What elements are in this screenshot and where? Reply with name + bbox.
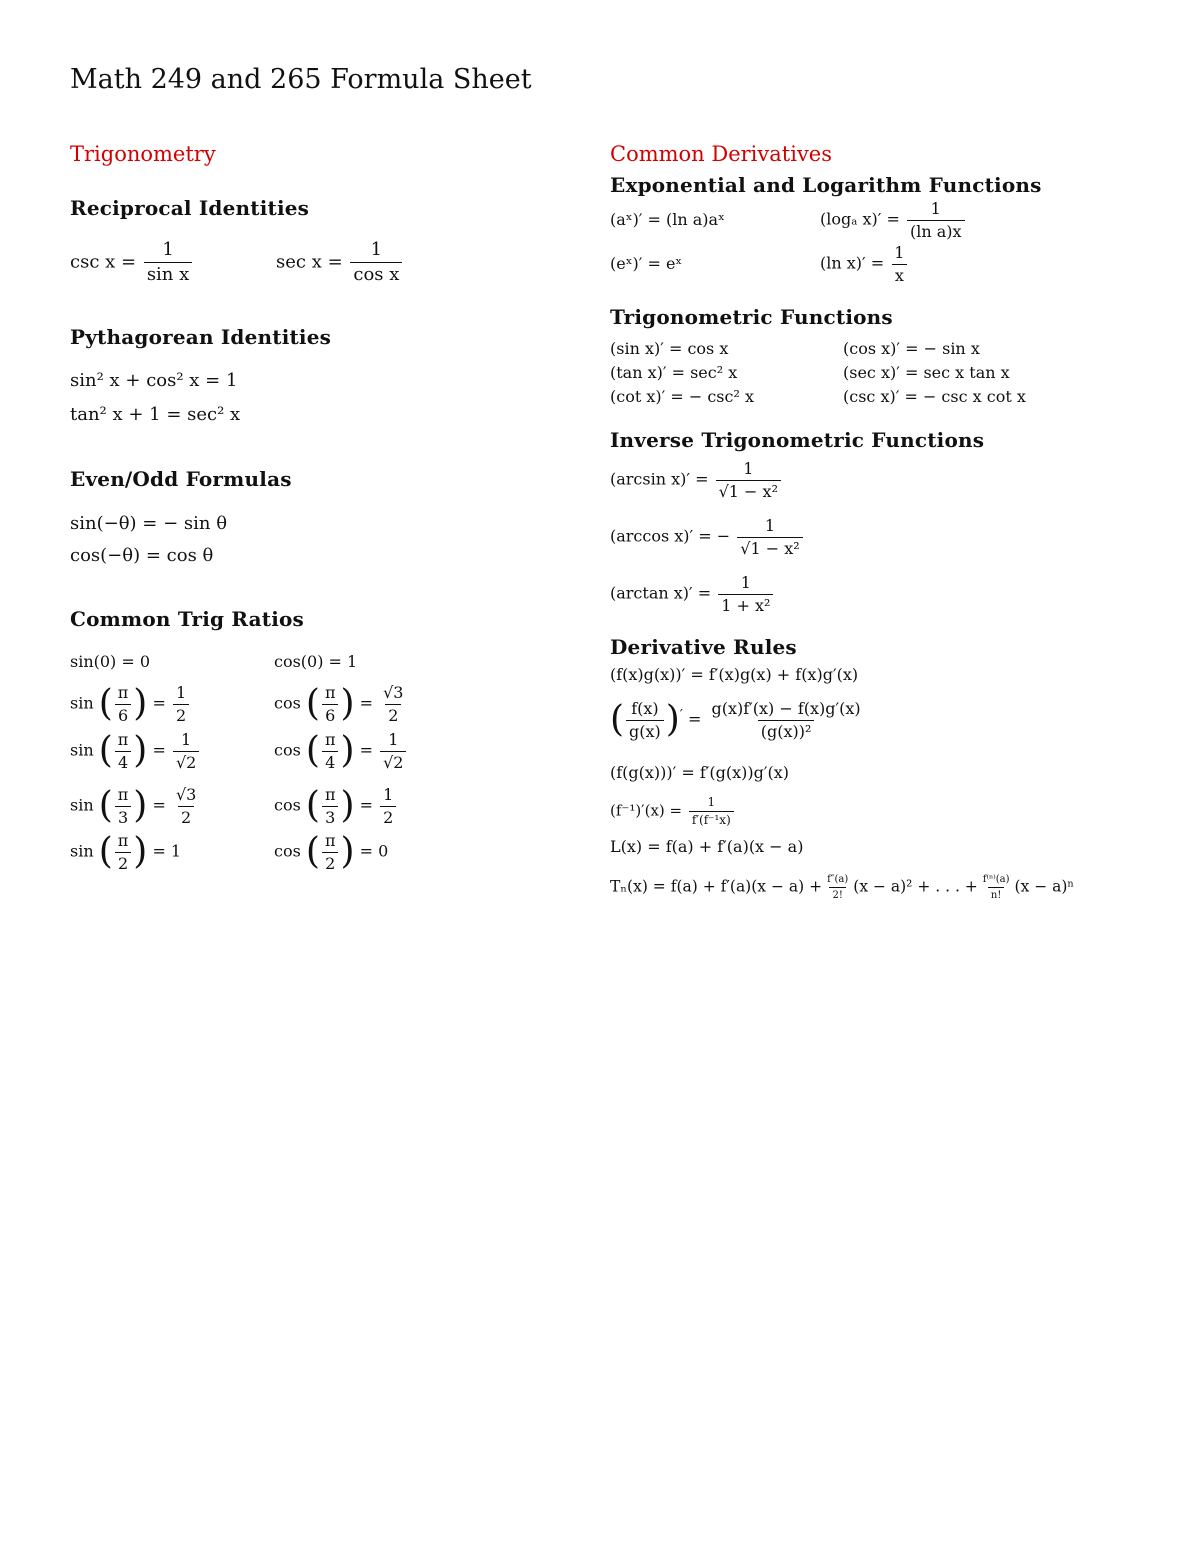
csc-lhs: csc x = xyxy=(70,251,137,273)
formula-cos-even: cos(−θ) = cos θ xyxy=(70,545,214,566)
ratio-cos-pi-2: cos ( $\frac{\pi}{2}$ ) = 0 xyxy=(274,831,389,873)
formula-pythag-2: tan² x + 1 = sec² x xyxy=(70,404,241,425)
rule-linearization: L(x) = f(a) + f′(a)(x − a) xyxy=(610,837,804,856)
ratio-cos-pi-6: cos ( $\frac{\pi}{6}$ ) = $\frac{√3}{2}$ xyxy=(274,683,404,725)
deriv-csc: (csc x)′ = − csc x cot x xyxy=(843,387,1026,406)
sec-lhs: sec x = xyxy=(276,251,343,273)
formula-sin-odd: sin(−θ) = − sin θ xyxy=(70,513,228,534)
deriv-cot: (cot x)′ = − csc² x xyxy=(610,387,754,406)
heading-trig-functions: Trigonometric Functions xyxy=(610,305,893,329)
ratio-cos-pi-4: cos ( $\frac{\pi}{4}$ ) = $\frac{1}{√2}$ xyxy=(274,731,408,771)
deriv-ax: (aˣ)′ = (ln a)aˣ xyxy=(610,210,725,229)
deriv-arccos: (arccos x)′ = − $\frac{1}{\text{√1 − x²}}$ xyxy=(610,517,805,557)
heading-exp-log: Exponential and Logarithm Functions xyxy=(610,173,1042,197)
rule-chain: (f(g(x)))′ = f′(g(x))g′(x) xyxy=(610,763,790,782)
deriv-arctan: (arctan x)′ = $\frac{1}{\text{1 + x²}}$ xyxy=(610,574,775,614)
ratio-sin-0: sin(0) = 0 xyxy=(70,652,151,671)
deriv-tan: (tan x)′ = sec² x xyxy=(610,363,738,382)
sec-fraction: $\frac{1}{\text{cos x}}$ xyxy=(350,240,402,285)
ratio-cos-pi-3: cos ( $\frac{\pi}{3}$ ) = $\frac{1}{2}$ xyxy=(274,786,398,826)
deriv-sec: (sec x)′ = sec x tan x xyxy=(843,363,1010,382)
heading-derivative-rules: Derivative Rules xyxy=(610,635,797,659)
heading-even-odd: Even/Odd Formulas xyxy=(70,467,292,491)
rule-product: (f(x)g(x))′ = f′(x)g(x) + f(x)g′(x) xyxy=(610,665,859,684)
deriv-loga: (logₐ x)′ = $\frac{1}{\text{(ln a)x}}$ xyxy=(820,200,967,240)
deriv-sin: (sin x)′ = cos x xyxy=(610,339,729,358)
deriv-cos: (cos x)′ = − sin x xyxy=(843,339,980,358)
section-trigonometry: Trigonometry xyxy=(70,142,216,166)
deriv-ln: (ln x)′ = $\frac{1}{x}$ xyxy=(820,244,909,284)
heading-common-trig-ratios: Common Trig Ratios xyxy=(70,607,305,631)
formula-csc xyxy=(70,240,194,285)
csc-fraction: $\frac{1}{\text{sin x}}$ xyxy=(144,240,192,285)
formula-sec xyxy=(276,240,404,285)
heading-pythagorean-identities: Pythagorean Identities xyxy=(70,325,332,349)
ratio-sin-pi-6: sin ( $\frac{\pi}{6}$ ) = $\frac{1}{2}$ xyxy=(70,684,191,724)
page-title: Math 249 and 265 Formula Sheet xyxy=(70,64,532,95)
ratio-cos-0: cos(0) = 1 xyxy=(274,652,358,671)
rule-quotient: ( $\frac{f(x)}{g(x)}$ )′ = $\frac{g(x)f'(x) - f(x)g'(x)}{\text{(g(x))²}}$ xyxy=(610,699,861,741)
deriv-arcsin: (arcsin x)′ = $\frac{1}{\text{√1 − x²}}$ xyxy=(610,460,783,500)
rule-inverse: (f⁻¹)′(x) = $\frac{1}{\text{f′(f⁻¹x)}}$ xyxy=(610,796,736,827)
heading-inverse-trig: Inverse Trigonometric Functions xyxy=(610,428,985,452)
rule-taylor: Tₙ(x) = f(a) + f′(a)(x − a) + $\frac{f''(a)}{2!}$ (x − a)² + . . . + $\frac{\text{f⁽ⁿ⁾(a)}}{n!}$ (x − a)ⁿ xyxy=(610,874,1075,901)
heading-reciprocal-identities: Reciprocal Identities xyxy=(70,196,310,220)
formula-pythag-1: sin² x + cos² x = 1 xyxy=(70,370,238,391)
deriv-ex: (eˣ)′ = eˣ xyxy=(610,254,683,273)
ratio-sin-pi-2: sin ( $\frac{\pi}{2}$ ) = 1 xyxy=(70,831,182,873)
section-common-derivatives: Common Derivatives xyxy=(610,142,833,166)
ratio-sin-pi-4: sin ( $\frac{\pi}{4}$ ) = $\frac{1}{√2}$ xyxy=(70,731,201,771)
ratio-sin-pi-3: sin ( $\frac{\pi}{3}$ ) = $\frac{√3}{2}$ xyxy=(70,785,197,827)
